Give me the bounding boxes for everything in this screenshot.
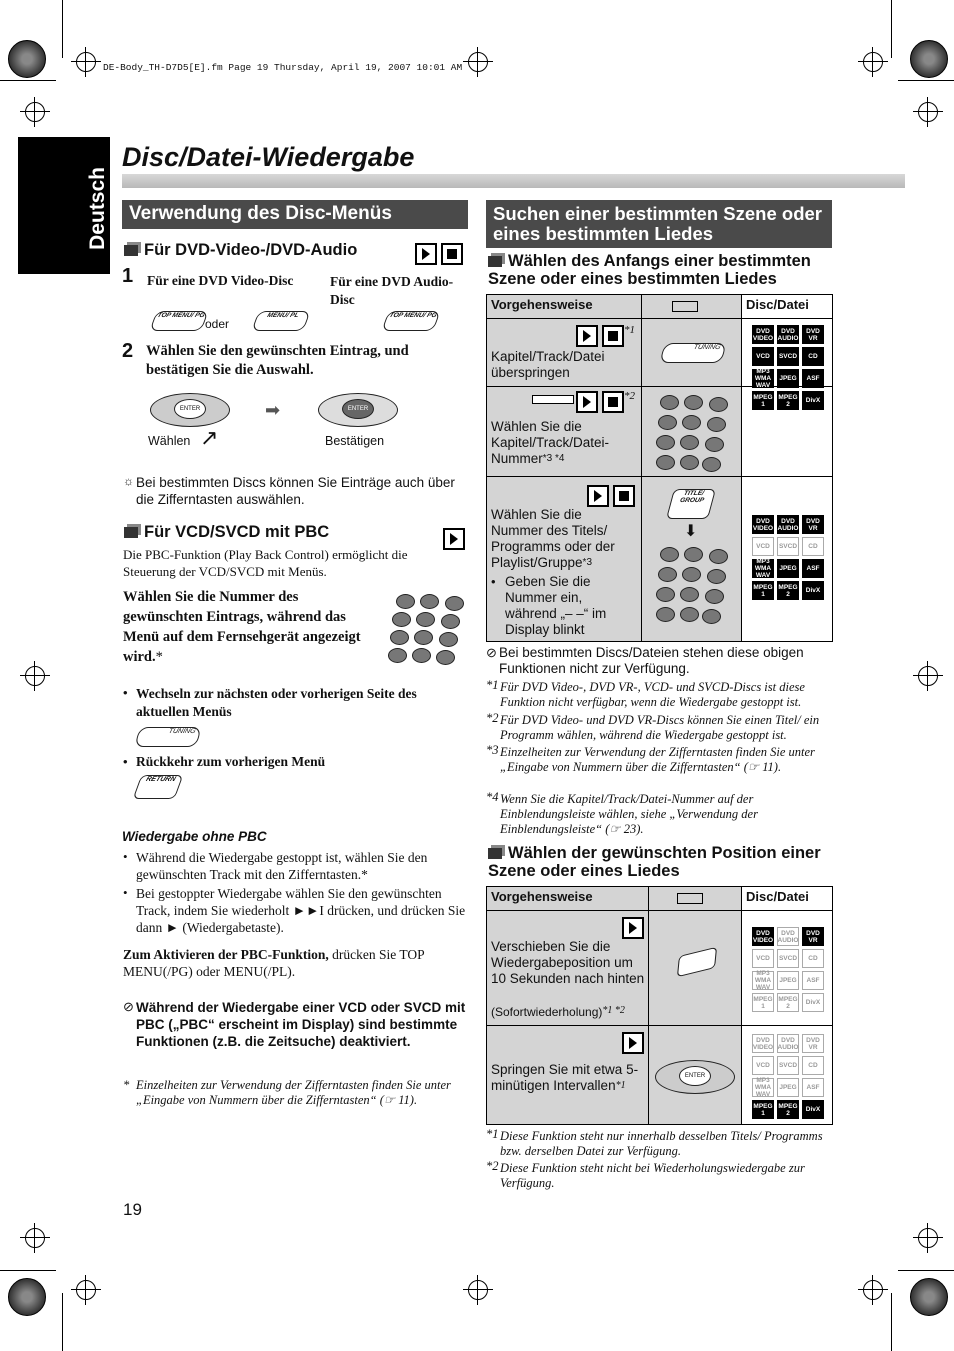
table-cell-disc-logos xyxy=(742,319,832,408)
procedure-table-1 xyxy=(486,294,833,642)
table-cell-remote xyxy=(642,319,742,387)
disc-logo: MP3 WMA WAV xyxy=(752,369,774,388)
color-registration-mark xyxy=(8,1278,46,1316)
disc-logo: DivX xyxy=(802,1100,824,1119)
disc-logo: DivX xyxy=(802,581,824,600)
registration-mark xyxy=(468,52,488,72)
table-cell-disc-logos xyxy=(742,911,832,1026)
disc-logo: MPEG 1 xyxy=(752,391,774,410)
heading-square-icon xyxy=(488,848,502,859)
play-icon xyxy=(576,391,598,413)
label-select: Wählen xyxy=(148,434,191,448)
disc-logo: MPEG 2 xyxy=(777,1100,799,1119)
registration-mark xyxy=(25,666,45,686)
cursor-pad-confirm xyxy=(318,385,398,430)
bullet-no-pbc-1: Während die Wiedergabe gestoppt ist, wählen Sie den gewünschten Track mit den Zifferntasten.* xyxy=(136,850,428,882)
tuning-button: TUNING xyxy=(659,343,726,363)
stop-icon xyxy=(441,243,463,265)
disc-logo: DVD AUDIO xyxy=(777,325,799,344)
disc-logo: SVCD xyxy=(777,537,799,556)
step1-dvd-video: Für eine DVD Video-Disc xyxy=(147,273,294,288)
footnote-text: Wenn Sie die Kapitel/Track/Datei-Nummer auf der Einblendungsleiste wählen, siehe „Verwendung der Einblendungsleiste“ (☞ 23). xyxy=(500,792,758,836)
top-menu-button: TOP MENU/ PG xyxy=(149,311,208,331)
crop-mark xyxy=(891,0,892,58)
section-title-search: Suchen einer bestimmten Szene oder eines bestimmten Liedes xyxy=(486,200,832,248)
disc-logo: DVD VR xyxy=(802,927,824,946)
subheading-no-pbc: Wiedergabe ohne PBC xyxy=(122,829,267,844)
note-text: Bei bestimmten Discs/Dateien stehen diese obigen Funktionen nicht zur Verfügung. xyxy=(499,645,804,676)
number-keypad xyxy=(656,545,736,625)
play-icon xyxy=(622,917,644,939)
subheading-dvd: Für DVD-Video-/DVD-Audio xyxy=(124,241,357,260)
top-menu-button: TOP MENU/ PG xyxy=(381,311,440,331)
bullet-next-page: Wechseln zur nächsten oder vorherigen Seite des aktuellen Menüs xyxy=(136,686,417,719)
disc-logo-grid xyxy=(752,1034,824,1119)
color-registration-mark xyxy=(8,40,46,78)
subheading-select-position: Wählen der gewünschten Position einer Szene oder eines Liedes xyxy=(488,844,821,880)
file-header-line: DE-Body_TH-D7D5[E].fm Page 19 Thursday, April 19, 2007 10:01 AM xyxy=(103,62,463,73)
hand-arrow-icon: ↗ xyxy=(200,425,219,450)
vcd-intro: Die PBC-Funktion (Play Back Control) ermöglicht die Steuerung der VCD/SVCD mit Menüs. xyxy=(123,547,408,579)
section-title-disc-menu: Verwendung des Disc-Menüs xyxy=(122,200,468,229)
return-button: RETURN xyxy=(133,775,184,799)
disc-logo: ASF xyxy=(802,559,824,578)
number-keypad xyxy=(656,393,736,473)
arrow-right-icon: ➡ xyxy=(265,400,281,420)
stop-icon xyxy=(602,325,624,347)
enter-button: ENTER xyxy=(342,399,374,419)
stop-icon xyxy=(602,391,624,413)
table-header-remote xyxy=(642,295,742,319)
page-title: Disc/Datei-Wiedergabe xyxy=(122,142,415,172)
remote-icon xyxy=(677,893,703,904)
color-registration-mark xyxy=(910,40,948,78)
bullet-dot: • xyxy=(123,885,128,900)
crop-mark xyxy=(0,1270,56,1271)
disc-logo: JPEG xyxy=(777,971,799,990)
play-icon xyxy=(576,325,598,347)
procedure-table-2 xyxy=(486,886,833,1125)
registration-mark xyxy=(863,52,883,72)
remote-icon xyxy=(672,301,698,312)
registration-mark xyxy=(25,102,45,122)
disc-logo: MP3 WMA WAV xyxy=(752,559,774,578)
disc-logo: VCD xyxy=(752,347,774,366)
title-group-button: TITLE/ GROUP xyxy=(666,489,716,519)
play-icon xyxy=(587,485,609,507)
crop-mark xyxy=(898,80,954,81)
disc-logo: DVD VIDEO xyxy=(752,515,774,534)
registration-mark xyxy=(918,1228,938,1248)
disc-logo: MP3 WMA WAV xyxy=(752,971,774,990)
vcd-instruction: Wählen Sie die Nummer des gewünschten Eintrags, während das Menü auf dem Fernsehgerät angezeigt wird.* xyxy=(123,589,361,665)
disc-logo: SVCD xyxy=(777,347,799,366)
cursor-pad-select xyxy=(150,385,230,430)
disc-logo: DVD VR xyxy=(802,515,824,534)
crop-mark xyxy=(62,0,63,58)
heading-square-icon xyxy=(124,245,138,256)
disc-logo-grid xyxy=(752,515,824,600)
disc-logo: CD xyxy=(802,537,824,556)
disc-logo: SVCD xyxy=(777,949,799,968)
heading-square-icon xyxy=(488,256,502,267)
table-cell-remote xyxy=(642,387,742,477)
footnote-text: Einzelheiten zur Verwendung der Zifferntasten finden Sie unter „Eingabe von Nummern über die Zifferntasten“ (☞ 11). xyxy=(500,745,815,774)
disc-logo: DVD AUDIO xyxy=(777,927,799,946)
bullet-previous-menu: Rückkehr zum vorherigen Menü xyxy=(136,754,326,769)
disc-logo: DVD AUDIO xyxy=(777,1034,799,1053)
bullet-dot: • xyxy=(123,754,128,769)
replay-button xyxy=(677,947,717,978)
disc-logo: MP3 WMA WAV xyxy=(752,1078,774,1097)
registration-mark xyxy=(76,52,96,72)
enter-button: ENTER xyxy=(174,399,206,419)
disc-logo: MPEG 2 xyxy=(777,581,799,600)
page-number: 19 xyxy=(123,1200,142,1219)
table-row: Wählen Sie die Nummer des Titels/ Programms oder der Playlist/Gruppe$^{*3}$ • Geben Sie die Nummer ein, während „– –“ im Display blinkt xyxy=(487,477,642,641)
play-stop-icons xyxy=(415,243,463,265)
registration-mark xyxy=(863,1280,883,1300)
bullet-dot: • xyxy=(123,849,128,864)
registration-mark xyxy=(76,1280,96,1300)
footnote-text: Für DVD Video- und DVD VR-Discs können Sie einen Titel/ ein Programm wählen, während die Wiedergabe gestoppt ist. xyxy=(500,713,820,742)
enter-button: ENTER xyxy=(679,1066,711,1086)
tuning-button: TUNING xyxy=(134,727,201,747)
disc-logo: CD xyxy=(802,347,824,366)
crop-mark xyxy=(891,1293,892,1351)
footnote-text: Einzelheiten zur Verwendung der Zifferntasten finden Sie unter „Eingabe von Nummern über die Zifferntasten“ (☞ 11). xyxy=(136,1078,451,1107)
crop-mark xyxy=(0,80,56,81)
step2-text: Wählen Sie den gewünschten Eintrag, und bestätigen Sie die Auswahl. xyxy=(146,343,409,378)
step1-dvd-audio: Für eine DVD Audio-Disc xyxy=(330,274,454,307)
play-icon xyxy=(622,1032,644,1054)
step-number: 2 xyxy=(122,340,134,362)
table-header-disc: Disc/Datei xyxy=(742,887,832,911)
disc-logo: CD xyxy=(802,949,824,968)
disc-logo: DVD VIDEO xyxy=(752,325,774,344)
table-cell-remote xyxy=(642,477,742,641)
registration-mark xyxy=(468,1280,488,1300)
warning-icon: ⊘ xyxy=(123,999,134,1014)
progress-bar-icon xyxy=(532,395,574,404)
table-row: Springen Sie mit etwa 5-minütigen Intervallen$^{*1}$ xyxy=(487,1026,649,1124)
disc-logo: DivX xyxy=(802,391,824,410)
disc-logo: DVD VR xyxy=(802,325,824,344)
table-row: Verschieben Sie die Wiedergabeposition um 10 Sekunden nach hinten (Sofortwiederholung)$^{*1 *2}$ xyxy=(487,911,649,1026)
disc-logo: MPEG 1 xyxy=(752,581,774,600)
disc-logo: MPEG 2 xyxy=(777,993,799,1012)
table-cell-disc-empty xyxy=(742,387,832,477)
disc-logo: DVD VR xyxy=(802,1034,824,1053)
title-rule xyxy=(122,174,905,188)
table-header-remote xyxy=(649,887,742,911)
play-icon xyxy=(415,243,437,265)
disc-logo: DVD VIDEO xyxy=(752,927,774,946)
disc-logo: CD xyxy=(802,1056,824,1075)
number-keypad xyxy=(388,592,468,664)
stop-icon xyxy=(613,485,635,507)
disc-logo: ASF xyxy=(802,369,824,388)
table-row: *1 Kapitel/Track/Datei überspringen xyxy=(487,319,642,387)
footnote-text: Diese Funktion steht nicht bei Wiederholungswiedergabe zur Verfügung. xyxy=(500,1161,805,1190)
table-row: *2 Wählen Sie die Kapitel/Track/Datei-Nummer$^{*3 *4}$ xyxy=(487,387,642,477)
table-cell-disc-logos xyxy=(742,477,832,641)
table-header-procedure: Vorgehensweise xyxy=(487,887,649,911)
disc-logo: VCD xyxy=(752,1056,774,1075)
warning-icon: ⊘ xyxy=(486,645,497,660)
disc-logo: MPEG 2 xyxy=(777,391,799,410)
disc-logo: ASF xyxy=(802,971,824,990)
footnote-text: Diese Funktion steht nur innerhalb desselben Titels/ Programms bzw. derselben Datei zur Verfügung. xyxy=(500,1129,823,1158)
disc-logo: VCD xyxy=(752,949,774,968)
bullet-dot: • xyxy=(123,685,128,700)
or-label: oder xyxy=(205,317,230,331)
language-tab xyxy=(18,137,110,274)
disc-logo: MPEG 1 xyxy=(752,1100,774,1119)
registration-mark xyxy=(918,102,938,122)
registration-mark xyxy=(918,666,938,686)
disc-logo: JPEG xyxy=(777,369,799,388)
tip-text: Bei bestimmten Discs können Sie Einträge auch über die Zifferntasten auswählen. xyxy=(136,475,455,507)
disc-logo: JPEG xyxy=(777,1078,799,1097)
table-cell-remote xyxy=(649,1026,742,1124)
disc-logo: JPEG xyxy=(777,559,799,578)
table-cell-remote xyxy=(649,911,742,1026)
arrow-down-icon: ⬇ xyxy=(684,523,698,540)
pbc-warning: Während der Wiedergabe einer VCD oder SVCD mit PBC („PBC“ erscheint im Display) sind bestimmte Funktionen (z.B. die Zeitsuche) deaktiviert. xyxy=(136,1000,466,1049)
disc-logo: SVCD xyxy=(777,1056,799,1075)
disc-logo-grid xyxy=(752,927,824,1012)
disc-logo: ASF xyxy=(802,1078,824,1097)
table-cell-disc-logos xyxy=(742,1026,832,1124)
table-header-disc: Disc/Datei xyxy=(742,295,832,319)
disc-logo: DVD VIDEO xyxy=(752,1034,774,1053)
subheading-vcd: Für VCD/SVCD mit PBC xyxy=(124,523,329,542)
language-tab-label: Deutsch xyxy=(86,167,109,250)
bullet-no-pbc-2: Bei gestoppter Wiedergabe wählen Sie den gewünschten Track, indem Sie wiederholt ►►I drücken, und drücken Sie dann ► (Wiedergabetaste). xyxy=(136,886,466,935)
pbc-activate: Zum Aktivieren der PBC-Funktion, drücken Sie TOP MENU(/PG) oder MENU(/PL). xyxy=(123,947,425,979)
cursor-pad xyxy=(655,1054,735,1099)
menu-button: MENU/ PL xyxy=(251,311,310,331)
registration-mark xyxy=(25,1228,45,1248)
subheading-select-start: Wählen des Anfangs einer bestimmten Szene oder eines bestimmten Liedes xyxy=(488,252,811,288)
crop-mark xyxy=(898,1270,954,1271)
label-confirm: Bestätigen xyxy=(325,434,385,448)
footnote-mark: * xyxy=(123,1078,130,1092)
tip-icon: ☼ xyxy=(123,474,134,488)
play-icon xyxy=(443,528,465,550)
disc-logo: VCD xyxy=(752,537,774,556)
disc-logo: DivX xyxy=(802,993,824,1012)
footnote-text: Für DVD Video-, DVD VR-, VCD- und SVCD-Discs ist diese Funktion nicht verfügbar, wenn die Wiedergabe gestoppt ist. xyxy=(500,680,805,709)
heading-square-icon xyxy=(124,527,138,538)
table-header-procedure: Vorgehensweise xyxy=(487,295,642,319)
crop-mark xyxy=(62,1293,63,1351)
color-registration-mark xyxy=(910,1278,948,1316)
disc-logo: DVD AUDIO xyxy=(777,515,799,534)
disc-logo: MPEG 1 xyxy=(752,993,774,1012)
play-icon-box xyxy=(443,528,465,550)
step-number: 1 xyxy=(122,265,134,287)
